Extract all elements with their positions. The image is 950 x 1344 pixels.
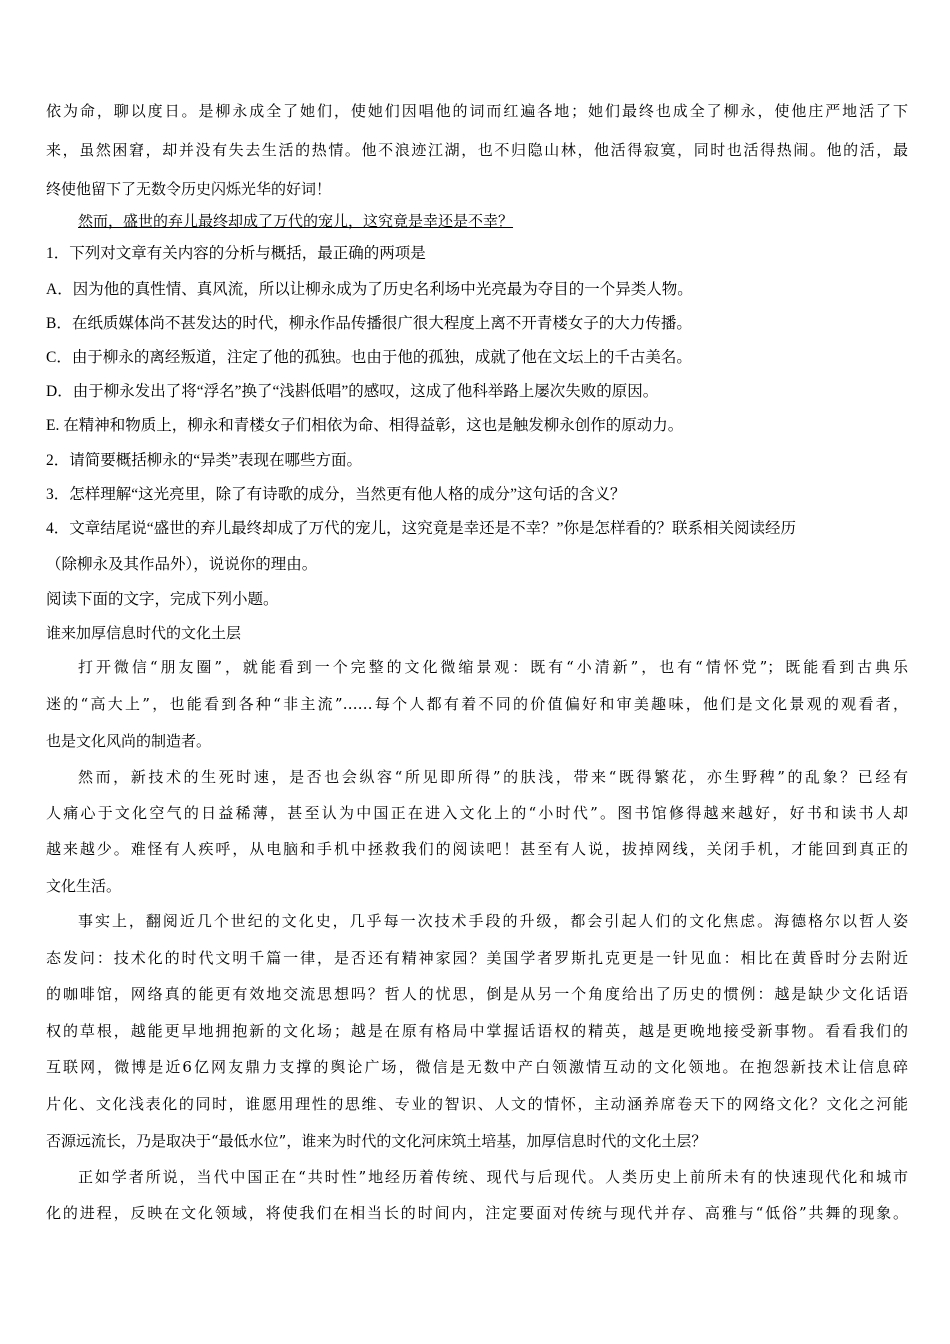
article-title: 谁来加厚信息时代的文化土层	[46, 624, 242, 642]
article-para-3-line-3: 的咖啡馆，网络真的能更有效地交流思想吗？哲人的忧思，倒是从另一个角度给出了历史的惯例：越是缺少文化话语	[46, 985, 908, 1003]
article-para-4-line-2: 化的进程，反映在文化领域，将使我们在相当长的时间内，注定要面对传统与现代并存、高雅与“低俗”共舞的现象。	[46, 1204, 908, 1222]
question-4-line-2: （除柳永及其作品外），说说你的理由。	[46, 556, 318, 573]
prev-passage-line-3: 终使他留下了无数令历史闪烁光华的好词！	[46, 180, 332, 198]
question-1-stem: 1．下列对文章有关内容的分析与概括，最正确的两项是	[46, 245, 426, 262]
prev-passage-line-1: 依为命，聊以度日。是柳永成全了她们，使她们因唱他的词而红遍各地；她们最终也成全了柳永，使他庄严地活了下	[46, 102, 908, 120]
question-4-line-1: 4．文章结尾说“盛世的弃儿最终却成了万代的宠儿，这究竟是幸还是不幸？”你是怎样看的？联系相关阅读经历	[46, 520, 797, 537]
reading-instruction: 阅读下面的文字，完成下列小题。	[46, 591, 279, 608]
article-para-3-line-1: 事实上，翻阅近几个世纪的文化史，几乎每一次技术手段的升级，都会引起人们的文化焦虑。海德格尔以哲人姿	[78, 912, 908, 930]
article-para-2-line-3: 越来越少。难怪有人疾呼，从电脑和手机中拯救我们的阅读吧！甚至有人说，拔掉网线，关闭手机，才能回到真正的	[46, 840, 908, 858]
underlined-sentence: 然而，盛世的弃儿最终却成了万代的宠儿，这究竟是幸还是不幸？	[78, 212, 514, 230]
article-para-4-line-1: 正如学者所说，当代中国正在“共时性”地经历着传统、现代与后现代。人类历史上前所未有的快速现代化和城市	[78, 1168, 908, 1186]
question-1-option-c: C．由于柳永的离经叛道，注定了他的孤独。也由于他的孤独，成就了他在文坛上的千古美名。	[46, 349, 692, 366]
question-1-option-e: E. 在精神和物质上，柳永和青楼女子们相依为命、相得益彰，这也是触发柳永创作的原动力。	[46, 417, 684, 434]
article-para-2-line-1: 然而，新技术的生死时速，是否也会纵容“所见即所得”的肤浅，带来“既得繁花，亦生野稗”的乱象？已经有	[78, 768, 908, 786]
question-3: 3．怎样理解“这光亮里，除了有诗歌的成分，当然更有他人格的成分”这句话的含义？	[46, 486, 626, 503]
article-para-1-line-2: 迷的“高大上”，也能看到各种“非主流”……每个人都有着不同的价值偏好和审美趣味，他们是文化景观的观看者，	[46, 695, 908, 713]
prev-passage-line-2: 来，虽然困窘，却并没有失去生活的热情。他不浪迹江湖，也不归隐山林，他活得寂寞，同时也活得热闹。他的活，最	[46, 141, 908, 159]
article-para-3-line-4: 权的草根，越能更早地拥抱新的文化场；越是在原有格局中掌握话语权的精英，越是更晚地接受新事物。看看我们的	[46, 1022, 908, 1040]
article-para-3-line-7: 否源远流长，乃是取决于“最低水位”，谁来为时代的文化河床筑土培基，加厚信息时代的文化土层？	[46, 1132, 707, 1150]
article-para-3-line-2: 态发问：技术化的时代文明千篇一律，是否还有精神家园？美国学者罗斯扎克更是一针见血：相比在黄昏时分去附近	[46, 949, 908, 967]
article-para-2-line-2: 人痛心于文化空气的日益稀薄，甚至认为中国正在进入文化上的“小时代”。图书馆修得越来越好，好书和读书人却	[46, 804, 908, 822]
question-1-option-b: B．在纸质媒体尚不甚发达的时代，柳永作品传播很广很大程度上离不开青楼女子的大力传播。	[46, 315, 692, 332]
prev-passage-closing-line	[78, 211, 908, 231]
question-1-option-d: D．由于柳永发出了将“浮名”换了“浅斟低唱”的感叹，这成了他科举路上屡次失败的原因。	[46, 383, 659, 400]
article-para-1-line-1: 打开微信“朋友圈”，就能看到一个完整的文化微缩景观：既有“小清新”，也有“情怀党”；既能看到古典乐	[78, 658, 908, 676]
article-para-2-line-4: 文化生活。	[46, 877, 122, 895]
article-para-3-line-5: 互联网，微博是近6亿网友鼎力支撑的舆论广场，微信是无数中产白领激情互动的文化领地。在抱怨新技术让信息碎	[46, 1058, 908, 1076]
article-para-1-line-3: 也是文化风尚的制造者。	[46, 732, 212, 750]
question-1-option-a: A．因为他的真性情、真风流，所以让柳永成为了历史名利场中光亮最为夺目的一个异类人物。	[46, 281, 693, 298]
question-2: 2．请简要概括柳永的“异类”表现在哪些方面。	[46, 452, 363, 469]
article-para-3-line-6: 片化、文化浅表化的同时，谁愿用理性的思维、专业的智识、人文的情怀，主动涵养席卷天下的网络文化？文化之河能	[46, 1095, 908, 1113]
